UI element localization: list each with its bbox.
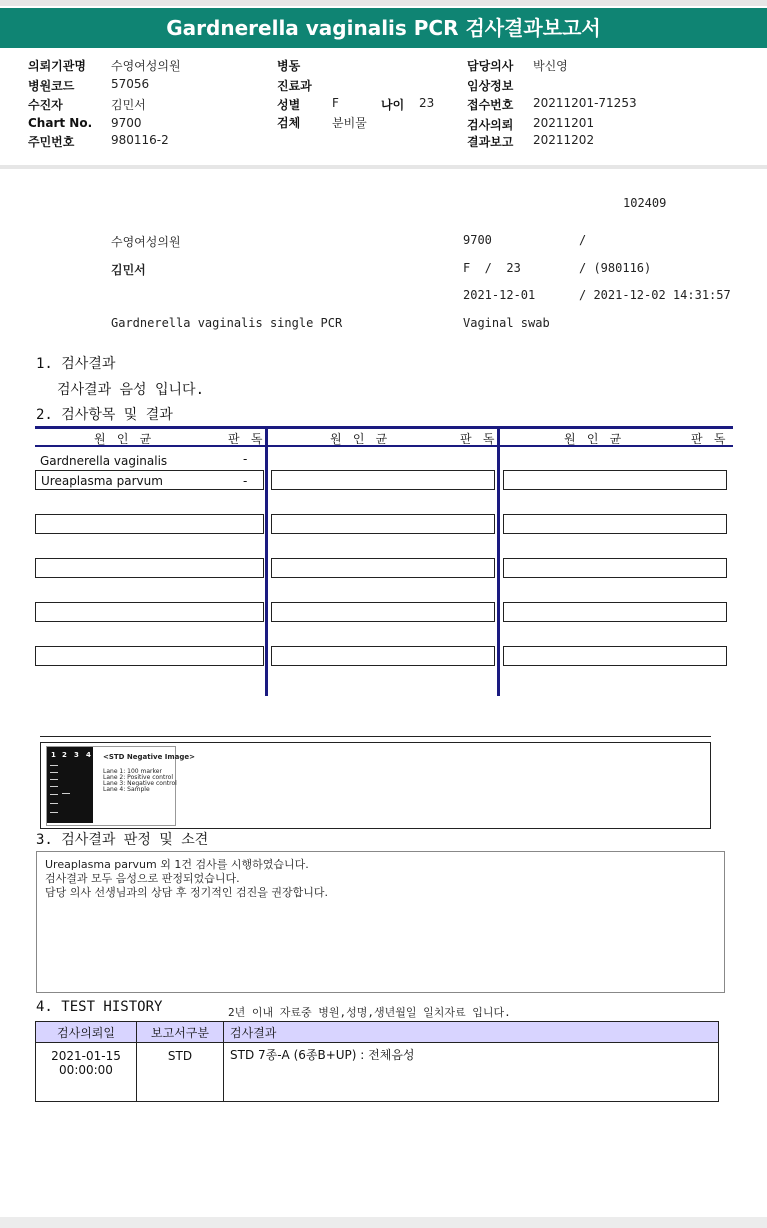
gel-band <box>50 779 58 780</box>
section1-result-text: 검사결과 음성 입니다. <box>57 382 205 398</box>
clinical-info-label: 임상정보 <box>467 79 514 93</box>
result-cell <box>271 646 495 666</box>
section3-heading: 3. 검사결과 판정 및 소견 <box>36 832 209 848</box>
lane-number: 4 <box>86 751 91 759</box>
history-table <box>35 1021 719 1102</box>
gel-legend-1: Lane 1: 100 marker <box>103 768 162 775</box>
gel-legend-3: Lane 3: Negative control <box>103 780 177 787</box>
report-birth: / (980116) <box>579 261 652 275</box>
report-institution: 수영여성의원 <box>111 235 181 249</box>
result-cell <box>271 558 495 578</box>
gel-band <box>50 772 58 773</box>
row2-result: - <box>243 474 248 488</box>
result-cell <box>271 470 495 490</box>
table-top-rule <box>35 426 733 429</box>
image-top-rule <box>40 736 711 737</box>
section2-heading: 2. 검사항목 및 결과 <box>36 407 173 423</box>
gel-band <box>50 803 58 804</box>
opinion-box <box>36 851 725 993</box>
request-date-label: 검사의뢰 <box>467 118 514 132</box>
report-patient: 김민서 <box>111 263 146 277</box>
bottom-strip <box>0 1217 767 1228</box>
report-date-value: 20211202 <box>533 133 595 147</box>
lane-number: 3 <box>74 751 79 759</box>
chart-no-label: Chart No. <box>28 116 93 130</box>
hospital-code-label: 병원코드 <box>28 79 75 93</box>
top-strip <box>0 0 767 6</box>
result-cell <box>271 514 495 534</box>
chart-no-value: 9700 <box>111 116 142 130</box>
col-judgement-2: 판 독 <box>460 432 497 446</box>
result-cell <box>503 470 727 490</box>
patient-label: 수진자 <box>28 98 63 112</box>
history-result: STD 7종-A (6종B+UP) : 전체음성 <box>224 1043 719 1102</box>
history-col-type: 보고서구분 <box>137 1022 224 1043</box>
resident-no-value: 980116-2 <box>111 133 169 147</box>
specimen-label: 검체 <box>277 116 301 130</box>
receipt-no-value: 20211201-71253 <box>533 96 637 110</box>
result-cell <box>503 602 727 622</box>
row2-pathogen: Ureaplasma parvum <box>41 474 163 488</box>
result-cell <box>503 514 727 534</box>
gel-legend-2: Lane 2: Positive control <box>103 774 174 781</box>
age-value: 23 <box>419 96 435 110</box>
specimen-value: 분비물 <box>332 116 367 130</box>
result-cell <box>271 602 495 622</box>
result-cell <box>35 558 264 578</box>
report-slash: / <box>579 233 587 247</box>
request-date-value: 20211201 <box>533 116 595 130</box>
opinion-line: Ureaplasma parvum 외 1건 검사를 시행하였습니다. <box>45 858 309 871</box>
gel-title: <STD Negative Image> <box>103 753 196 761</box>
age-label: 나이 <box>381 98 405 112</box>
report-request-date: 2021-12-01 <box>463 288 536 302</box>
sex-label: 성별 <box>277 98 301 112</box>
ward-label: 병동 <box>277 59 301 73</box>
result-cell <box>35 646 264 666</box>
gel-band <box>62 793 70 794</box>
history-date: 2021-01-15 <box>51 1049 121 1063</box>
history-col-date: 검사의뢰일 <box>36 1022 137 1043</box>
col-judgement-1: 판 독 <box>228 432 265 446</box>
opinion-line: 담당 의사 선생님과의 상담 후 정기적인 검진을 권장합니다. <box>45 886 328 899</box>
history-date-cell <box>36 1043 137 1102</box>
row1-result: - <box>243 452 248 466</box>
gel-legend-4: Lane 4: Sample <box>103 786 150 793</box>
doctor-label: 담당의사 <box>467 59 514 73</box>
result-cell <box>503 646 727 666</box>
history-note: 2년 이내 자료중 병원,성명,생년월일 일치자료 입니다. <box>228 1006 511 1019</box>
history-time: 00:00:00 <box>59 1063 113 1077</box>
report-datetime: / 2021-12-02 14:31:57 <box>579 288 731 302</box>
section4-heading: 4. TEST HISTORY <box>36 999 163 1015</box>
institution-value: 수영여성의원 <box>111 59 181 73</box>
col-judgement-3: 판 독 <box>691 432 728 446</box>
report-specimen: Vaginal swab <box>463 316 550 330</box>
row1-pathogen: Gardnerella vaginalis <box>40 454 168 468</box>
hospital-code-value: 57056 <box>111 77 150 91</box>
gel-band <box>50 765 58 766</box>
gel-band <box>50 786 58 787</box>
receipt-no-label: 접수번호 <box>467 98 514 112</box>
col-pathogen-3: 원 인 균 <box>564 432 624 446</box>
history-col-result: 검사결과 <box>224 1022 719 1043</box>
opinion-line: 검사결과 모두 음성으로 판정되었습니다. <box>45 872 240 885</box>
patient-value: 김민서 <box>111 98 146 112</box>
report-sex-age: F / 23 <box>463 261 521 275</box>
result-cell <box>503 558 727 578</box>
header-separator <box>0 165 767 169</box>
history-row <box>36 1043 719 1102</box>
report-test-name: Gardnerella vaginalis single PCR <box>111 316 343 330</box>
result-cell <box>35 602 264 622</box>
table-divider-1 <box>265 429 268 696</box>
history-type: STD <box>137 1043 224 1102</box>
gel-band <box>50 794 58 795</box>
department-label: 진료과 <box>277 79 312 93</box>
lane-number: 1 <box>51 751 56 759</box>
report-title: Gardnerella vaginalis PCR 검사결과보고서 <box>0 8 767 48</box>
doctor-value: 박신영 <box>533 59 568 73</box>
report-number: 102409 <box>623 196 667 210</box>
resident-no-label: 주민번호 <box>28 135 75 149</box>
lane-number: 2 <box>62 751 67 759</box>
table-divider-2 <box>497 429 500 696</box>
section1-heading: 1. 검사결과 <box>36 356 116 372</box>
report-chart: 9700 <box>463 233 492 247</box>
col-pathogen-1: 원 인 균 <box>94 432 154 446</box>
result-cell <box>35 514 264 534</box>
sex-value: F <box>332 96 339 110</box>
report-date-label: 결과보고 <box>467 135 514 149</box>
col-pathogen-2: 원 인 균 <box>330 432 390 446</box>
institution-label: 의뢰기관명 <box>28 59 86 73</box>
gel-band <box>50 812 58 813</box>
